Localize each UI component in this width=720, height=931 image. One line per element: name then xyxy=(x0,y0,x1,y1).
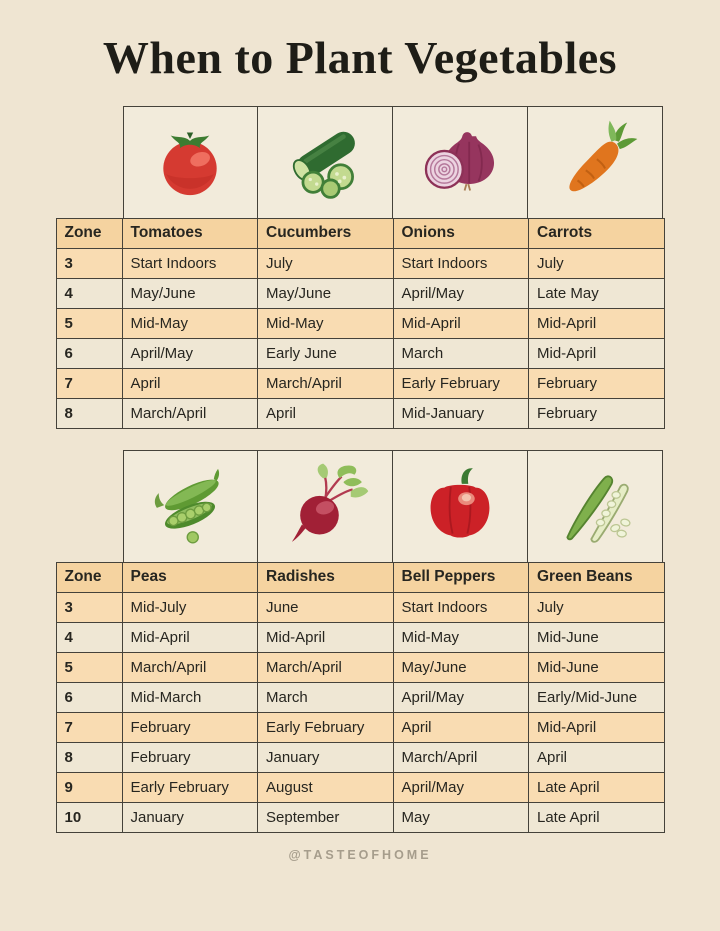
column-header: Peas xyxy=(122,562,258,592)
planting-time-cell: Mid-July xyxy=(122,592,258,622)
table-row xyxy=(56,278,664,308)
planting-time-cell: January xyxy=(258,742,394,772)
column-header: Onions xyxy=(393,218,529,248)
planting-table xyxy=(56,218,665,429)
planting-time-cell: February xyxy=(122,712,258,742)
planting-table-section-2 xyxy=(56,450,665,833)
header-row xyxy=(56,562,664,592)
planting-time-cell: July xyxy=(529,248,665,278)
table-row xyxy=(56,802,664,832)
zone-cell: 3 xyxy=(56,248,122,278)
planting-table-section-1 xyxy=(56,106,665,429)
zone-cell: 7 xyxy=(56,368,122,398)
column-header: Cucumbers xyxy=(258,218,394,248)
zone-cell: 4 xyxy=(56,278,122,308)
table-row xyxy=(56,652,664,682)
content xyxy=(56,106,665,862)
zone-cell: 9 xyxy=(56,772,122,802)
table-row xyxy=(56,248,664,278)
bell-pepper-icon xyxy=(392,451,527,562)
planting-time-cell: May/June xyxy=(258,278,394,308)
planting-time-cell: Early June xyxy=(258,338,394,368)
green-beans-icon xyxy=(527,451,662,562)
column-header: Green Beans xyxy=(529,562,665,592)
planting-time-cell: Late April xyxy=(529,772,665,802)
planting-time-cell: Mid-March xyxy=(122,682,258,712)
zone-cell: 3 xyxy=(56,592,122,622)
planting-time-cell: March/April xyxy=(122,652,258,682)
planting-time-cell: July xyxy=(258,248,394,278)
zone-cell: 5 xyxy=(56,308,122,338)
planting-time-cell: Start Indoors xyxy=(393,592,529,622)
planting-time-cell: August xyxy=(258,772,394,802)
planting-time-cell: Early February xyxy=(258,712,394,742)
zone-cell: 7 xyxy=(56,712,122,742)
planting-time-cell: Mid-April xyxy=(122,622,258,652)
column-header: Tomatoes xyxy=(122,218,258,248)
column-header: Radishes xyxy=(258,562,394,592)
table-row xyxy=(56,308,664,338)
column-header: Zone xyxy=(56,562,122,592)
planting-time-cell: Late May xyxy=(529,278,665,308)
vegetable-icon-row xyxy=(123,106,663,219)
planting-time-cell: March/April xyxy=(258,368,394,398)
table-row xyxy=(56,712,664,742)
infographic-page xyxy=(0,32,720,862)
planting-time-cell: May xyxy=(393,802,529,832)
planting-time-cell: April xyxy=(529,742,665,772)
planting-time-cell: September xyxy=(258,802,394,832)
column-header: Carrots xyxy=(529,218,665,248)
vegetable-icon-row xyxy=(123,450,663,563)
planting-time-cell: Late April xyxy=(529,802,665,832)
planting-time-cell: February xyxy=(122,742,258,772)
planting-time-cell: April/May xyxy=(393,682,529,712)
zone-cell: 6 xyxy=(56,682,122,712)
carrot-icon xyxy=(527,107,662,218)
radish-icon xyxy=(257,451,392,562)
planting-time-cell: May/June xyxy=(122,278,258,308)
planting-time-cell: May/June xyxy=(393,652,529,682)
table-row xyxy=(56,592,664,622)
planting-time-cell: February xyxy=(529,398,665,428)
page-title: When to Plant Vegetables xyxy=(102,32,618,83)
planting-time-cell: March/April xyxy=(258,652,394,682)
planting-time-cell: April/May xyxy=(122,338,258,368)
planting-time-cell: Mid-May xyxy=(258,308,394,338)
planting-time-cell: Early February xyxy=(122,772,258,802)
planting-time-cell: Mid-June xyxy=(529,652,665,682)
table-row xyxy=(56,742,664,772)
watermark: @TASTEOFHOME xyxy=(288,847,432,862)
planting-time-cell: Mid-April xyxy=(258,622,394,652)
peas-icon xyxy=(124,451,258,562)
cucumber-icon xyxy=(257,107,392,218)
zone-cell: 8 xyxy=(56,742,122,772)
planting-time-cell: Mid-May xyxy=(122,308,258,338)
planting-time-cell: March xyxy=(258,682,394,712)
onion-icon xyxy=(392,107,527,218)
planting-time-cell: Start Indoors xyxy=(393,248,529,278)
table-row xyxy=(56,398,664,428)
planting-time-cell: Start Indoors xyxy=(122,248,258,278)
planting-time-cell: Early February xyxy=(393,368,529,398)
planting-time-cell: Early/Mid-June xyxy=(529,682,665,712)
planting-time-cell: April/May xyxy=(393,278,529,308)
planting-time-cell: February xyxy=(529,368,665,398)
planting-time-cell: April xyxy=(258,398,394,428)
planting-time-cell: Mid-April xyxy=(529,308,665,338)
table-row xyxy=(56,622,664,652)
tomato-icon xyxy=(124,107,258,218)
planting-time-cell: March/April xyxy=(122,398,258,428)
planting-time-cell: March xyxy=(393,338,529,368)
zone-cell: 8 xyxy=(56,398,122,428)
planting-time-cell: July xyxy=(529,592,665,622)
table-row xyxy=(56,682,664,712)
planting-time-cell: June xyxy=(258,592,394,622)
planting-time-cell: Mid-April xyxy=(393,308,529,338)
planting-time-cell: April xyxy=(393,712,529,742)
column-header: Bell Peppers xyxy=(393,562,529,592)
planting-time-cell: April xyxy=(122,368,258,398)
zone-cell: 5 xyxy=(56,652,122,682)
zone-cell: 6 xyxy=(56,338,122,368)
planting-time-cell: Mid-April xyxy=(529,712,665,742)
header-row xyxy=(56,218,664,248)
planting-time-cell: Mid-April xyxy=(529,338,665,368)
planting-time-cell: Mid-May xyxy=(393,622,529,652)
table-row xyxy=(56,368,664,398)
zone-cell: 4 xyxy=(56,622,122,652)
planting-time-cell: Mid-January xyxy=(393,398,529,428)
planting-time-cell: April/May xyxy=(393,772,529,802)
planting-time-cell: Mid-June xyxy=(529,622,665,652)
column-header: Zone xyxy=(56,218,122,248)
table-row xyxy=(56,772,664,802)
table-row xyxy=(56,338,664,368)
planting-time-cell: March/April xyxy=(393,742,529,772)
zone-cell: 10 xyxy=(56,802,122,832)
planting-table xyxy=(56,562,665,833)
planting-time-cell: January xyxy=(122,802,258,832)
